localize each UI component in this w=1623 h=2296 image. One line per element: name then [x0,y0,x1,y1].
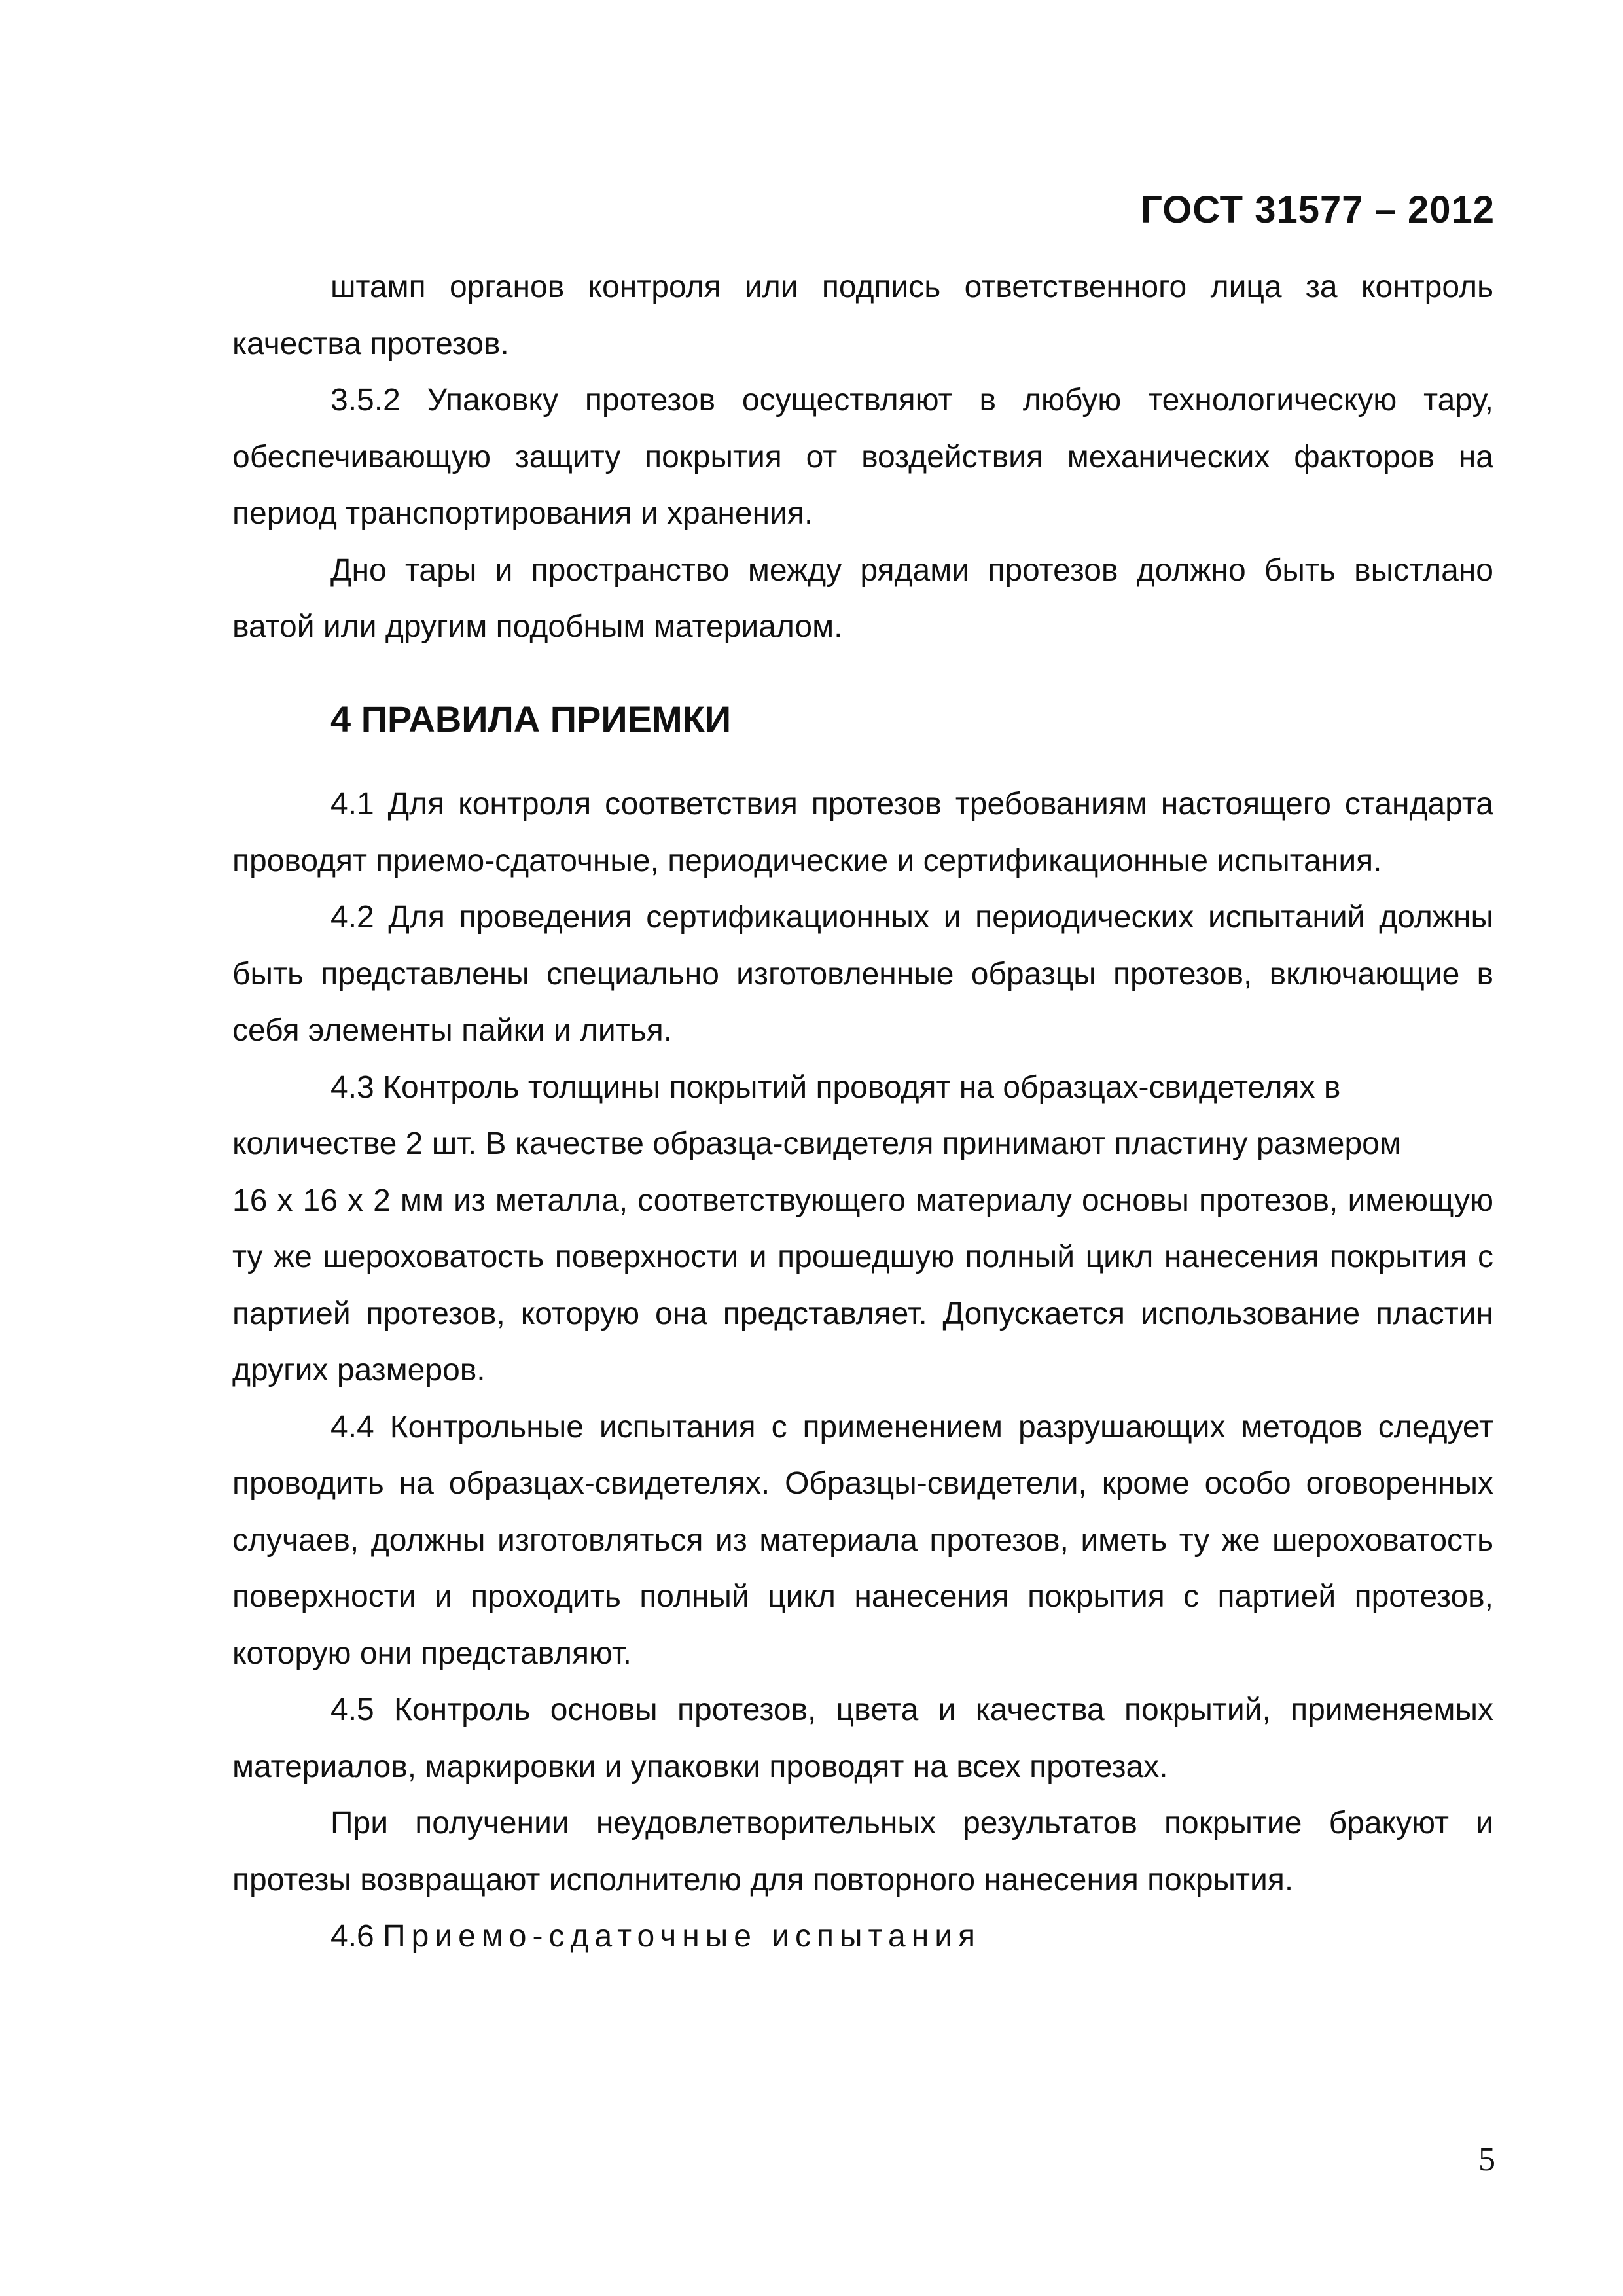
document-code: ГОСТ 31577 – 2012 [1140,188,1495,231]
section-heading: 4 ПРАВИЛА ПРИЕМКИ [330,698,732,740]
paragraph-unsatisfactory-results: При получении неудовлетворительных результатов покрытие бракуют и протезы возвращают исполнителю для повторного нанесения покрытия. [232,1806,1493,1897]
paragraph-4-1: 4.1 Для контроля соответствия протезов требованиям настоящего стандарта проводят приемо-сдаточные, периодические и сертификационные испытания. [232,787,1493,878]
paragraph-4-3-start: 4.3 Контроль толщины покрытий проводят на образцах-свидетелях в количестве 2 шт. В качестве образца-свидетеля принимают пластину размером [232,1069,1401,1161]
paragraph-4-5: 4.5 Контроль основы протезов, цвета и качества покрытий, применяемых материалов, маркировки и упаковки проводят на всех протезах. [232,1693,1493,1784]
page-number: 5 [1478,2141,1495,2178]
paragraph-stamp [232,259,1493,372]
subsection-number: 4.6 [330,1919,374,1954]
paragraph-text: штамп органов контроля или подпись ответственного лица за контроль качества протезов. [232,270,1493,361]
paragraph-4-3-continued: 16 х 16 х 2 мм из металла, соответствующего материалу основы протезов, имеющую ту же шероховатость поверхности и прошедшую полный цикл нанесения покрытия с партией протезов, которую она представляет. Допускается использование пластин других размеров. [232,1183,1493,1388]
subsection-title: Приемо-сдаточные испытания [383,1919,981,1954]
paragraph-4-4: 4.4 Контрольные испытания с применением разрушающих методов следует проводить на образцах-свидетелях. Образцы-свидетели, кроме особо оговоренных случаев, должны изготовляться из материала протезов, иметь ту же шероховатость поверхности и проходить полный цикл нанесения покрытия с партией протезов, которую они представляют. [232,1409,1493,1671]
paragraph-4-2: 4.2 Для проведения сертификационных и периодических испытаний должны быть представлены специально изготовленные образцы протезов, включающие в себя элементы пайки и литья. [232,900,1493,1048]
paragraph-container-bottom: Дно тары и пространство между рядами протезов должно быть выстлано ватой или другим подобным материалом. [232,552,1493,644]
paragraph-4-6 [232,1909,1493,1965]
document-body [232,259,1493,1965]
paragraph-3-5-2: 3.5.2 Упаковку протезов осуществляют в любую технологическую тару, обеспечивающую защиту покрытия от воздействия механических факторов на период транспортирования и хранения. [232,383,1493,531]
